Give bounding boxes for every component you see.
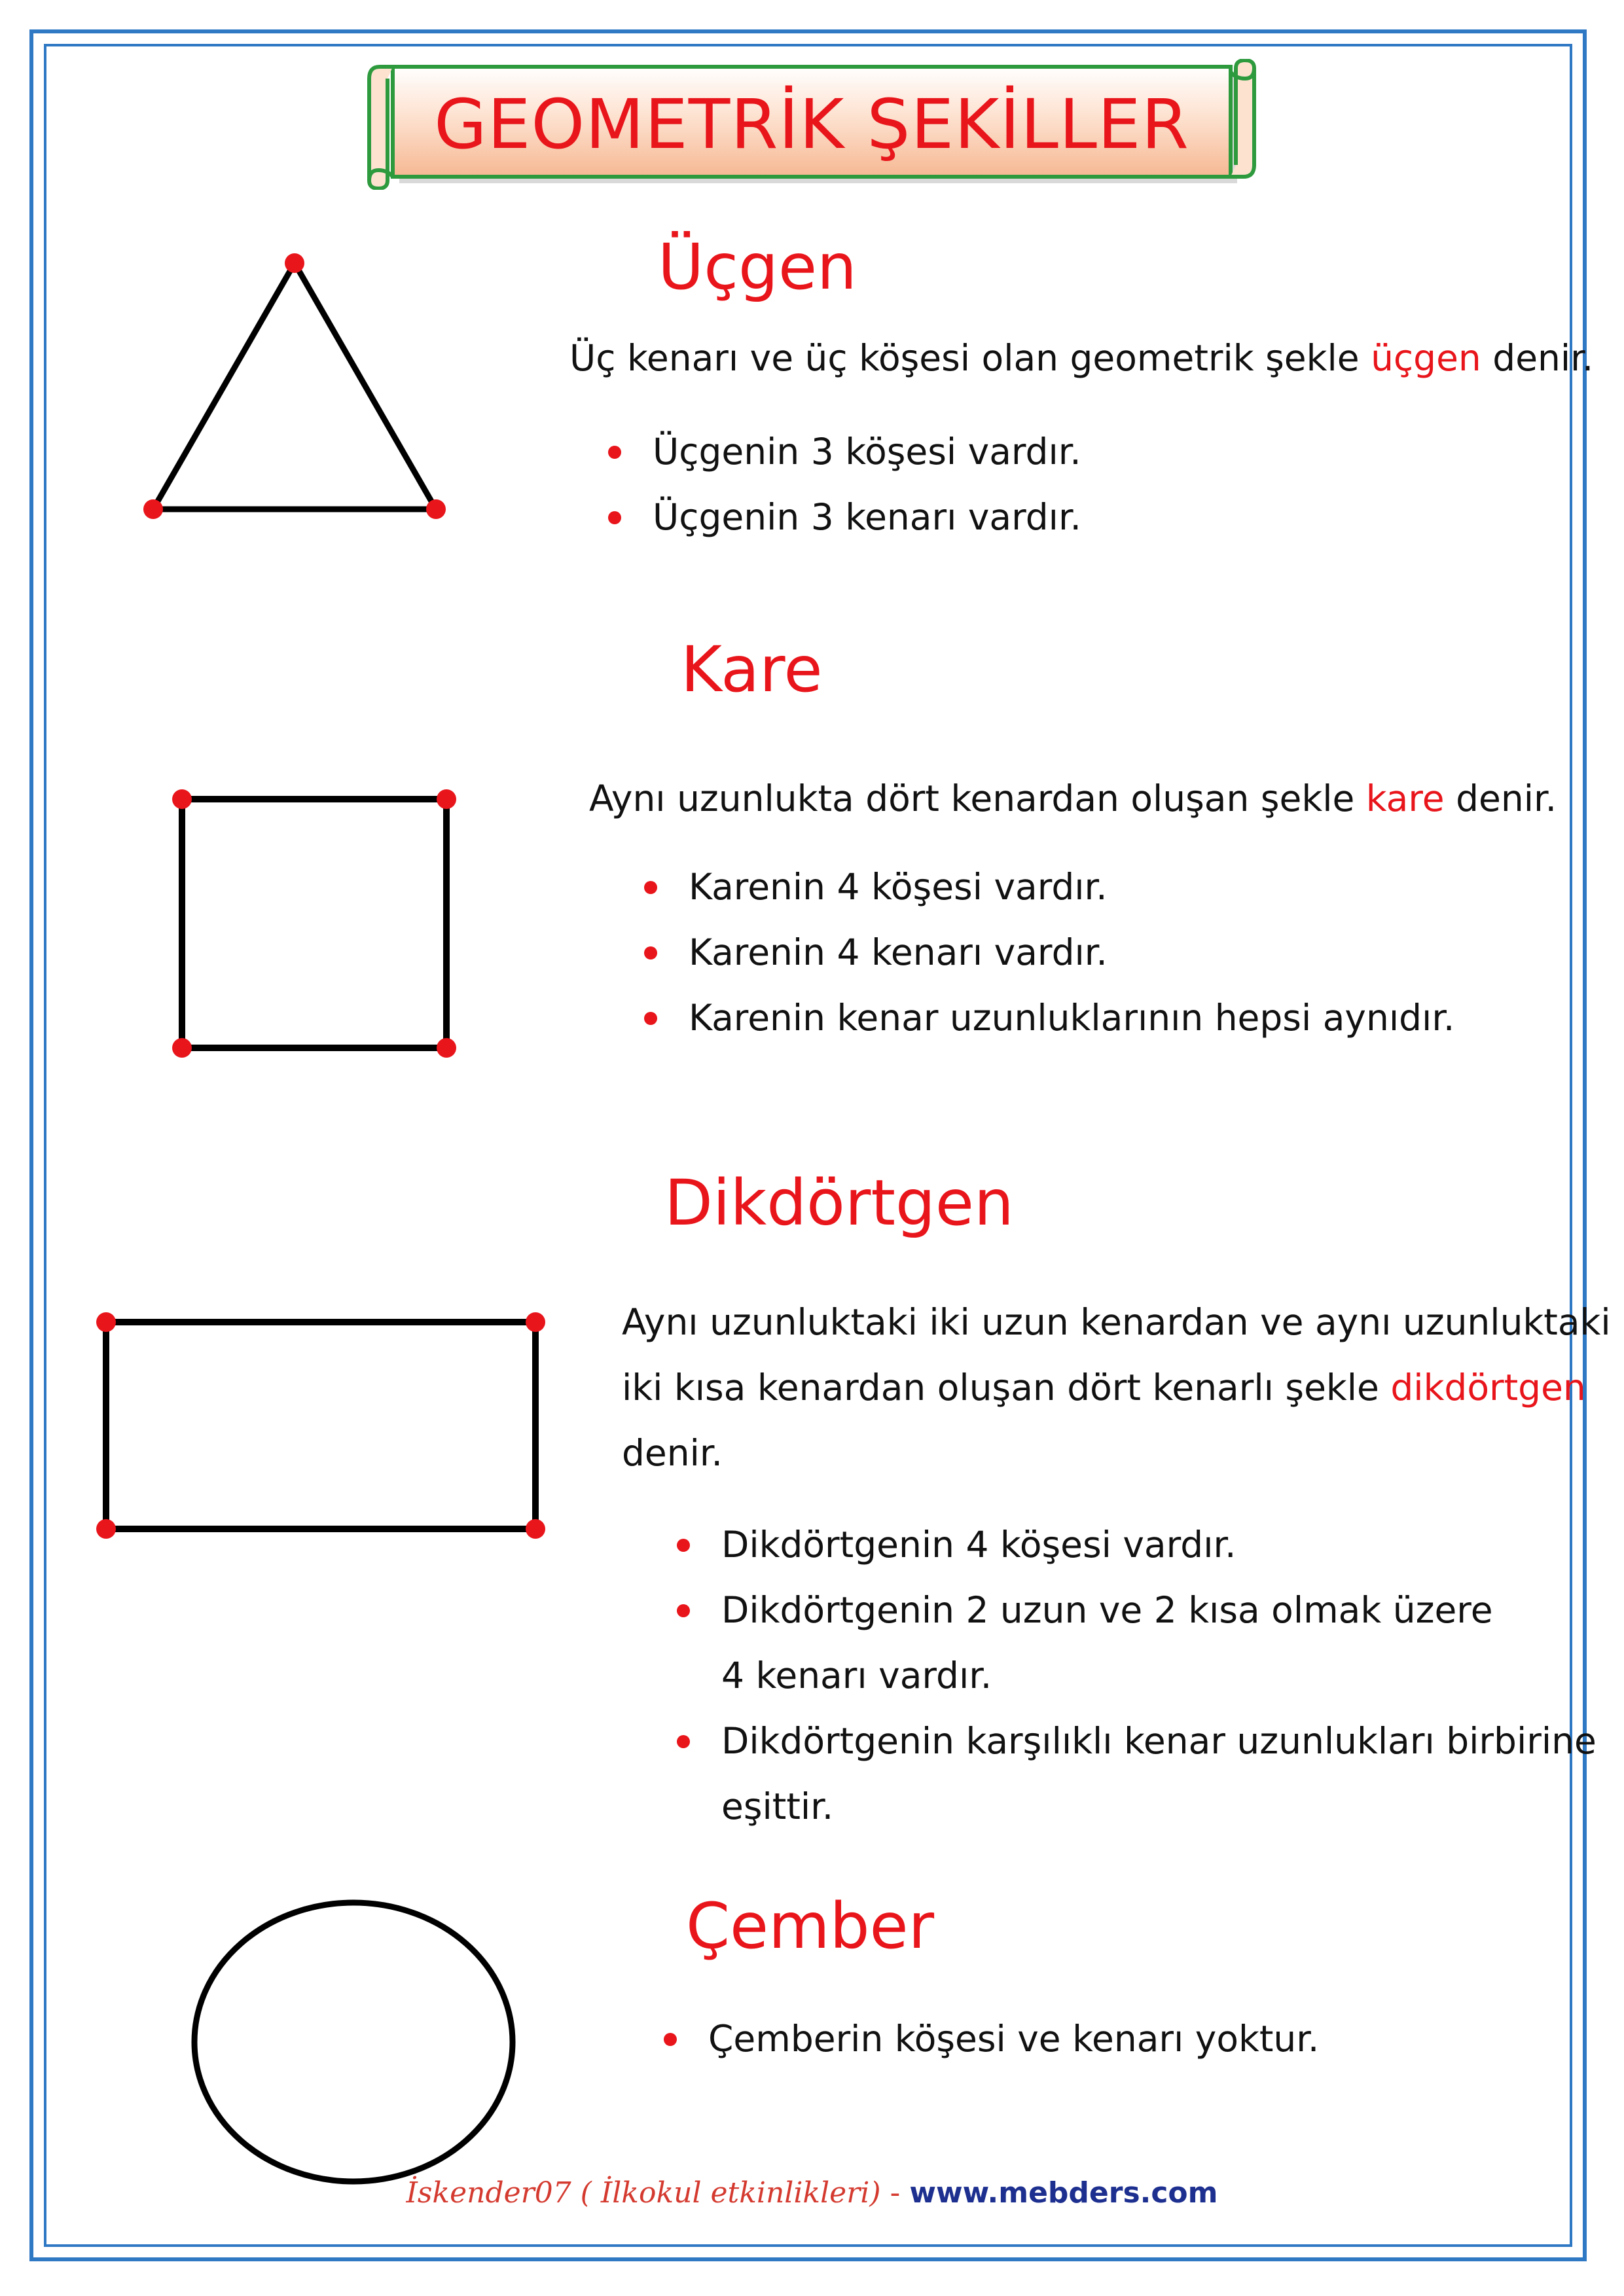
triangle-vertex-right <box>426 499 446 519</box>
triangle-term: üçgen <box>1371 337 1481 379</box>
rectangle-vertex-tr <box>526 1312 545 1332</box>
triangle-shape <box>131 242 458 530</box>
triangle-bullet-list <box>605 419 1081 550</box>
bullet-dot-icon <box>677 1539 690 1552</box>
circle-bullet-list <box>661 2006 1319 2072</box>
rectangle-shape <box>85 1302 563 1551</box>
bullet-dot-icon <box>608 511 621 524</box>
rectangle-description <box>622 1289 1611 1486</box>
rectangle-term: dikdörtgen <box>1390 1367 1586 1408</box>
bullet-dot-icon <box>677 1735 690 1748</box>
footer-author: İskender07 ( İlkokul etkinlikleri) <box>406 2176 881 2210</box>
rectangle-desc-line-1: Aynı uzunluktaki iki uzun kenardan ve aynı uzunluktaki <box>622 1301 1611 1343</box>
rectangle-bullet-list <box>674 1512 1597 1839</box>
square-vertex-br <box>437 1038 456 1058</box>
list-item: Dikdörtgenin 4 köşesi vardır. <box>674 1512 1597 1577</box>
list-item: Üçgenin 3 kenarı vardır. <box>605 484 1081 550</box>
list-item: Karenin 4 köşesi vardır. <box>641 854 1454 920</box>
rectangle-heading: Dikdörtgen <box>664 1166 1014 1240</box>
square-term: kare <box>1365 778 1445 819</box>
circle-heading: Çember <box>686 1890 935 1963</box>
bullet-dot-icon <box>644 946 657 960</box>
bullet-dot-icon <box>644 1012 657 1025</box>
square-vertex-tl <box>172 789 192 809</box>
circle-shape <box>183 1892 524 2193</box>
list-item-continuation: 4 kenarı vardır. <box>721 1655 992 1696</box>
square-heading: Kare <box>681 633 823 706</box>
rectangle-vertex-br <box>526 1519 545 1539</box>
list-item: Dikdörtgenin karşılıklı kenar uzunlukları birbirine <box>674 1708 1597 1774</box>
square-description: Aynı uzunlukta dört kenardan oluşan şekle kare denir. <box>589 778 1557 819</box>
bullet-dot-icon <box>644 881 657 894</box>
rectangle-desc-line-2: iki kısa kenardan oluşan dört kenarlı şekle dikdörtgen <box>622 1367 1586 1408</box>
list-item-continuation: eşittir. <box>721 1785 834 1827</box>
square-vertex-bl <box>172 1038 192 1058</box>
square-bullet-list <box>641 854 1454 1050</box>
list-item: Karenin 4 kenarı vardır. <box>641 920 1454 985</box>
bullet-dot-icon <box>664 2033 677 2046</box>
square-vertex-tr <box>437 789 456 809</box>
triangle-heading: Üçgen <box>658 230 857 304</box>
page-title: GEOMETRİK ŞEKİLLER <box>434 84 1189 164</box>
square-shape <box>157 776 471 1077</box>
footer-separator: - <box>890 2176 901 2210</box>
rectangle-vertex-bl <box>96 1519 116 1539</box>
bullet-dot-icon <box>677 1604 690 1617</box>
list-item: Dikdörtgenin 2 uzun ve 2 kısa olmak üzere <box>674 1577 1597 1643</box>
footer <box>0 2176 1624 2210</box>
triangle-description: Üç kenarı ve üç köşesi olan geometrik şekle üçgen denir. <box>569 337 1594 379</box>
triangle-vertex-left <box>143 499 163 519</box>
title-banner <box>367 59 1257 190</box>
list-item: Üçgenin 3 köşesi vardır. <box>605 419 1081 484</box>
rectangle-vertex-tl <box>96 1312 116 1332</box>
list-item: Çemberin köşesi ve kenarı yoktur. <box>661 2006 1319 2072</box>
rectangle-desc-line-3: denir. <box>622 1432 723 1474</box>
triangle-vertex-top <box>285 253 304 273</box>
bullet-dot-icon <box>608 446 621 459</box>
footer-site-link[interactable]: www.mebders.com <box>909 2176 1218 2210</box>
list-item: Karenin kenar uzunluklarının hepsi aynıdır. <box>641 985 1454 1050</box>
